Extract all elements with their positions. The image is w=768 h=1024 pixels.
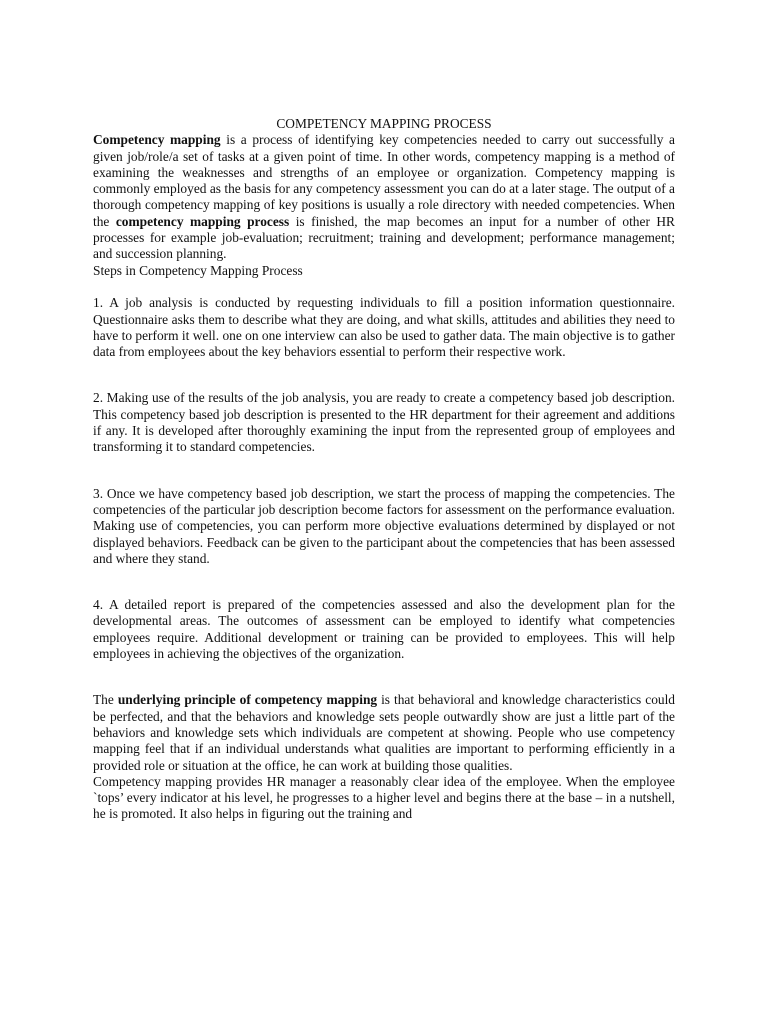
document-title: COMPETENCY MAPPING PROCESS <box>276 116 492 131</box>
principle-paragraph <box>93 692 675 773</box>
step-4: 4. A detailed report is prepared of the competencies assessed and also the development plan for the developmental areas. The outcomes of assessment can be employed to identify what competencies employees require. Additional development or training can be provided to employees. This will help employees in achieving the objectives of the organization. <box>93 597 675 662</box>
spacer <box>93 662 675 692</box>
steps-heading: Steps in Competency Mapping Process <box>93 262 303 278</box>
principle-lead: The <box>93 692 118 708</box>
closing-paragraph: Competency mapping provides HR manager a reasonably clear idea of the employee. When the employee `tops’ every indicator at his level, he progresses to a higher level and begins there at the base – in a nutshell, he is promoted. It also helps in figuring out the training and <box>93 773 675 822</box>
spacer <box>93 456 675 486</box>
principle-text: is that behavioral and knowledge characteristics could be perfected, and that the behaviors and knowledge sets people outwardly show are just a little part of the behaviors and knowledge sets which individuals are competent at showing. People who use competency mapping feel that if an individual understands what qualities are important to performing efficiently in a provided role or situation at the office, he can work at building those qualities. <box>93 692 676 773</box>
spacer <box>93 567 675 597</box>
step-3: 3. Once we have competency based job description, we start the process of mapping the competencies. The competencies of the particular job description become factors for assessment on the performance evaluation. Making use of competencies, you can perform more objective evaluations determined by displayed or not displayed behaviors. Feedback can be given to the participant about the competencies that has been assessed and where they stand. <box>93 485 675 566</box>
principle-bold: underlying principle of competency mapping <box>117 692 378 708</box>
intro-bold-mid: competency mapping process <box>115 213 290 229</box>
intro-bold-lead: Competency mapping <box>93 132 221 148</box>
intro-paragraph <box>93 132 675 262</box>
intro-text-1: is a process of identifying key competencies needed to carry out successfully a given job/role/a set of tasks at a given point of time. In other words, competency mapping is a method of examining the weaknesses and strengths of an employee or organization. Competency mapping is commonly employed as the basis for any competency assessment you can do at a later stage. The output of a thorough competency mapping of key positions is usually a role directory with needed competencies. When the <box>93 132 675 229</box>
intro-text-2: is finished, the map becomes an input for a number of other HR processes for example job-evaluation; recruitment; training and development; performance management; and succession planning. <box>93 213 675 262</box>
spacer <box>93 360 675 390</box>
step-1: 1. A job analysis is conducted by requesting individuals to fill a position information questionnaire. Questionnaire asks them to describe what they are doing, and what skills, attitudes and abilities they need to have to perform it well. one on one interview can also be used to gather data. The main objective is to gather data from employees about the key behaviors essential to perform their respective work. <box>93 295 675 360</box>
document-page <box>93 116 675 823</box>
step-2: 2. Making use of the results of the job analysis, you are ready to create a competency based job description. This competency based job description is presented to the HR department for their agreement and additions if any. It is developed after thoroughly examining the input from the represented group of employees and transforming it to standard competencies. <box>93 390 675 455</box>
spacer <box>93 279 675 295</box>
